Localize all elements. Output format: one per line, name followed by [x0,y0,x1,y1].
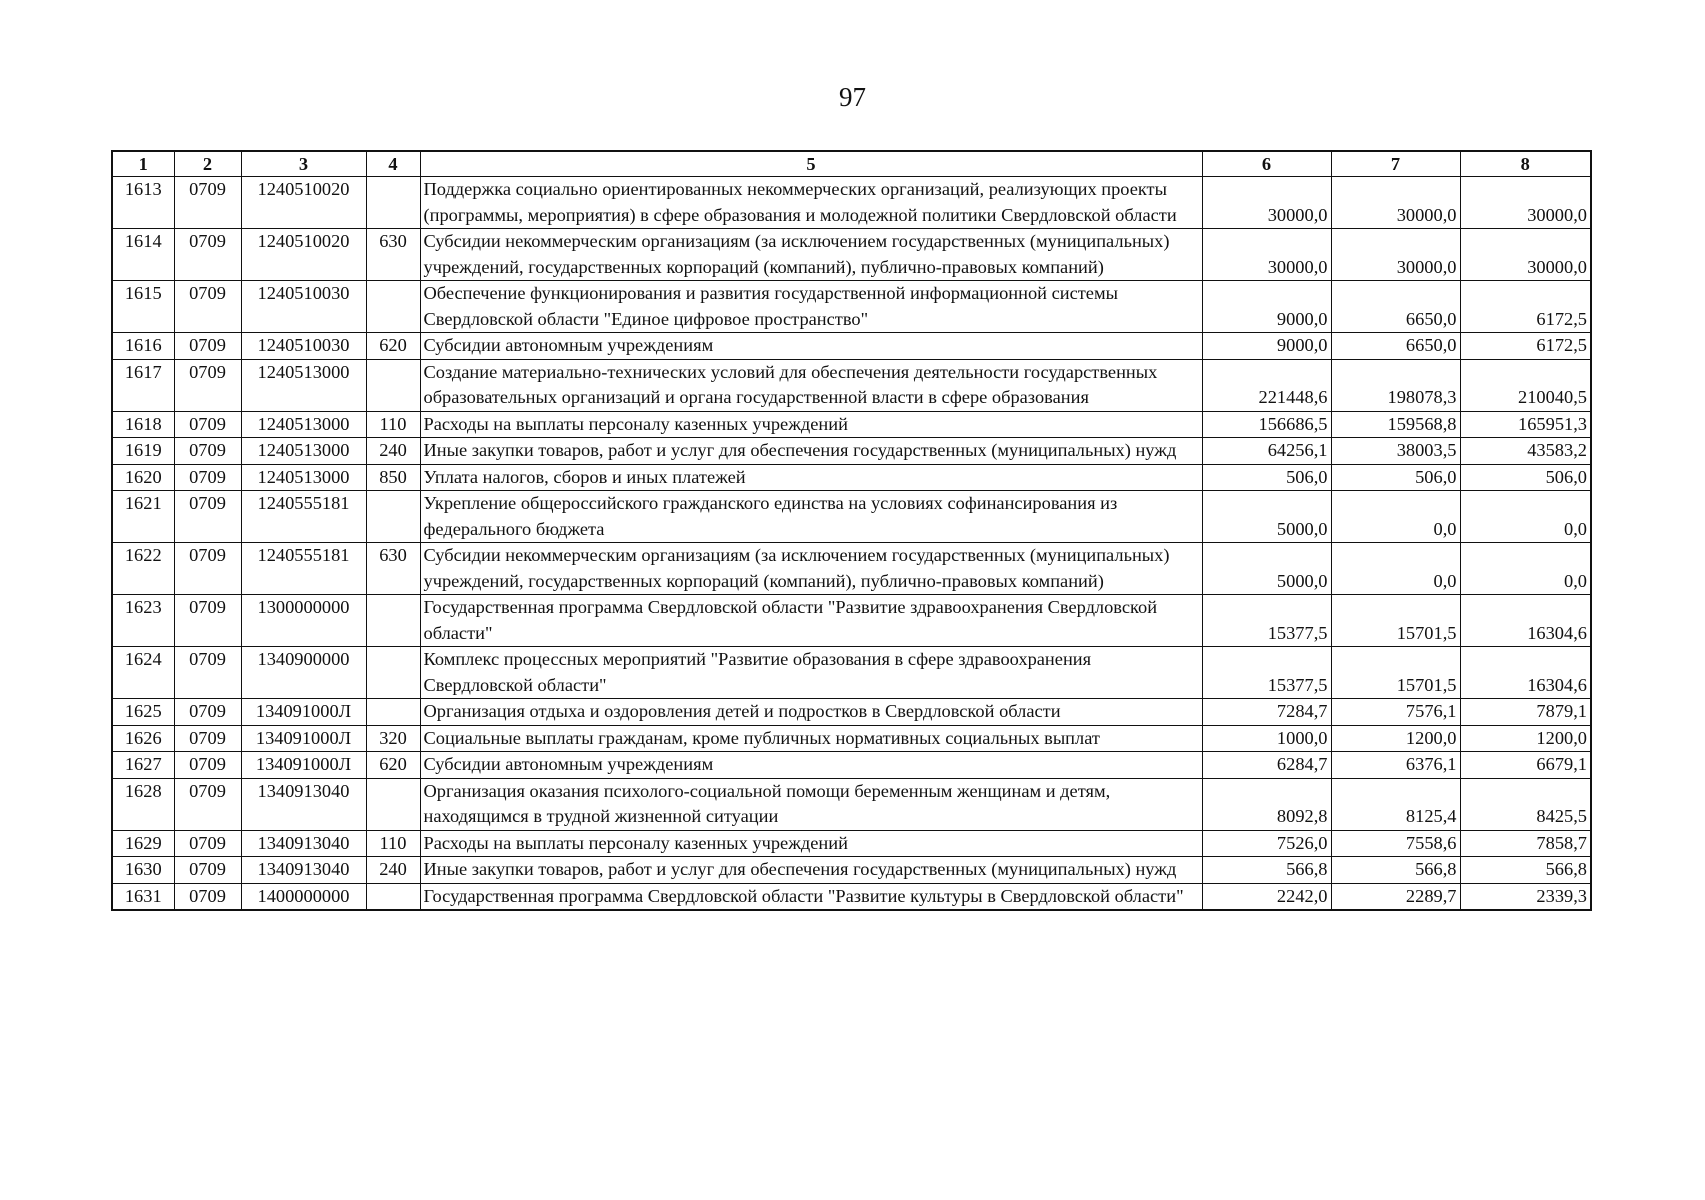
amount-year2-cell: 15701,5 [1331,647,1460,699]
row-number-cell: 1617 [112,359,174,411]
row-number-cell: 1630 [112,857,174,884]
item-name-cell: Субсидии автономным учреждениям [420,333,1202,360]
row-number-cell: 1613 [112,177,174,229]
table-row [112,699,1591,726]
item-name-cell: Иные закупки товаров, работ и услуг для обеспечения государственных (муниципальных) нужд [420,857,1202,884]
amount-year3-cell: 16304,6 [1460,595,1591,647]
target-article-cell: 134091000Л [241,752,366,779]
amount-year1-cell: 15377,5 [1202,647,1331,699]
row-number-cell: 1627 [112,752,174,779]
amount-year3-cell: 43583,2 [1460,438,1591,465]
expense-type-cell: 850 [366,464,420,491]
budget-table [111,150,1592,911]
amount-year1-cell: 6284,7 [1202,752,1331,779]
target-article-cell: 1240513000 [241,411,366,438]
amount-year2-cell: 0,0 [1331,543,1460,595]
item-name-cell: Расходы на выплаты персоналу казенных учреждений [420,830,1202,857]
target-article-cell: 1240510020 [241,229,366,281]
item-name-cell: Уплата налогов, сборов и иных платежей [420,464,1202,491]
amount-year2-cell: 566,8 [1331,857,1460,884]
row-number-cell: 1620 [112,464,174,491]
table-row [112,883,1591,910]
expense-type-cell: 620 [366,752,420,779]
target-article-cell: 1240513000 [241,464,366,491]
table-row [112,491,1591,543]
item-name-cell: Организация отдыха и оздоровления детей и подростков в Свердловской области [420,699,1202,726]
item-name-cell: Расходы на выплаты персоналу казенных учреждений [420,411,1202,438]
amount-year3-cell: 7858,7 [1460,830,1591,857]
section-code-cell: 0709 [174,491,241,543]
item-name-cell: Организация оказания психолого-социальной помощи беременным женщинам и детям, находящимся в трудной жизненной ситуации [420,778,1202,830]
amount-year1-cell: 30000,0 [1202,177,1331,229]
item-name-cell: Обеспечение функционирования и развития государственной информационной системы Свердловской области "Единое цифровое пространство" [420,281,1202,333]
amount-year2-cell: 8125,4 [1331,778,1460,830]
item-name-cell: Субсидии автономным учреждениям [420,752,1202,779]
section-code-cell: 0709 [174,333,241,360]
row-number-cell: 1629 [112,830,174,857]
target-article-cell: 1240555181 [241,543,366,595]
row-number-cell: 1624 [112,647,174,699]
target-article-cell: 1300000000 [241,595,366,647]
table-row [112,778,1591,830]
amount-year1-cell: 7284,7 [1202,699,1331,726]
section-code-cell: 0709 [174,647,241,699]
row-number-cell: 1626 [112,725,174,752]
expense-type-cell [366,883,420,910]
table-row [112,752,1591,779]
expense-type-cell: 240 [366,438,420,465]
target-article-cell: 1240513000 [241,359,366,411]
section-code-cell: 0709 [174,543,241,595]
row-number-cell: 1628 [112,778,174,830]
amount-year3-cell: 0,0 [1460,491,1591,543]
expense-type-cell: 620 [366,333,420,360]
column-header: 2 [174,151,241,177]
section-code-cell: 0709 [174,752,241,779]
amount-year3-cell: 7879,1 [1460,699,1591,726]
amount-year1-cell: 566,8 [1202,857,1331,884]
row-number-cell: 1615 [112,281,174,333]
table-row [112,229,1591,281]
amount-year2-cell: 30000,0 [1331,177,1460,229]
column-header: 4 [366,151,420,177]
item-name-cell: Создание материально-технических условий для обеспечения деятельности государственных образовательных организаций и органа государственной власти в сфере образования [420,359,1202,411]
amount-year2-cell: 7576,1 [1331,699,1460,726]
expense-type-cell [366,177,420,229]
section-code-cell: 0709 [174,438,241,465]
table-row [112,411,1591,438]
amount-year3-cell: 1200,0 [1460,725,1591,752]
item-name-cell: Государственная программа Свердловской области "Развитие здравоохранения Свердловской области" [420,595,1202,647]
row-number-cell: 1619 [112,438,174,465]
row-number-cell: 1622 [112,543,174,595]
amount-year1-cell: 8092,8 [1202,778,1331,830]
expense-type-cell [366,647,420,699]
amount-year3-cell: 16304,6 [1460,647,1591,699]
section-code-cell: 0709 [174,857,241,884]
amount-year3-cell: 30000,0 [1460,177,1591,229]
row-number-cell: 1618 [112,411,174,438]
column-header: 3 [241,151,366,177]
item-name-cell: Субсидии некоммерческим организациям (за исключением государственных (муниципальных) учреждений, государственных корпораций (компаний), публично-правовых компаний) [420,543,1202,595]
amount-year2-cell: 15701,5 [1331,595,1460,647]
target-article-cell: 1340913040 [241,778,366,830]
row-number-cell: 1621 [112,491,174,543]
amount-year2-cell: 6650,0 [1331,281,1460,333]
section-code-cell: 0709 [174,229,241,281]
column-header: 6 [1202,151,1331,177]
table-row [112,647,1591,699]
expense-type-cell: 110 [366,830,420,857]
table-row [112,359,1591,411]
target-article-cell: 1240510020 [241,177,366,229]
amount-year3-cell: 2339,3 [1460,883,1591,910]
expense-type-cell [366,699,420,726]
amount-year3-cell: 6679,1 [1460,752,1591,779]
amount-year3-cell: 566,8 [1460,857,1591,884]
amount-year3-cell: 6172,5 [1460,333,1591,360]
expense-type-cell: 110 [366,411,420,438]
expense-type-cell [366,491,420,543]
column-header: 7 [1331,151,1460,177]
amount-year1-cell: 5000,0 [1202,491,1331,543]
table-row [112,725,1591,752]
target-article-cell: 1400000000 [241,883,366,910]
section-code-cell: 0709 [174,281,241,333]
amount-year1-cell: 506,0 [1202,464,1331,491]
item-name-cell: Иные закупки товаров, работ и услуг для обеспечения государственных (муниципальных) нужд [420,438,1202,465]
table-row [112,438,1591,465]
amount-year1-cell: 2242,0 [1202,883,1331,910]
amount-year3-cell: 506,0 [1460,464,1591,491]
amount-year2-cell: 198078,3 [1331,359,1460,411]
target-article-cell: 1340900000 [241,647,366,699]
amount-year2-cell: 6650,0 [1331,333,1460,360]
column-header: 5 [420,151,1202,177]
amount-year1-cell: 5000,0 [1202,543,1331,595]
item-name-cell: Государственная программа Свердловской области "Развитие культуры в Свердловской области" [420,883,1202,910]
expense-type-cell [366,778,420,830]
amount-year2-cell: 0,0 [1331,491,1460,543]
table-header-row [112,151,1591,177]
amount-year3-cell: 210040,5 [1460,359,1591,411]
row-number-cell: 1625 [112,699,174,726]
target-article-cell: 134091000Л [241,699,366,726]
amount-year1-cell: 221448,6 [1202,359,1331,411]
amount-year2-cell: 30000,0 [1331,229,1460,281]
amount-year2-cell: 38003,5 [1331,438,1460,465]
item-name-cell: Социальные выплаты гражданам, кроме публичных нормативных социальных выплат [420,725,1202,752]
table-row [112,595,1591,647]
table-row [112,464,1591,491]
section-code-cell: 0709 [174,411,241,438]
expense-type-cell [366,281,420,333]
item-name-cell: Укрепление общероссийского гражданского единства на условиях софинансирования из федерального бюджета [420,491,1202,543]
item-name-cell: Субсидии некоммерческим организациям (за исключением государственных (муниципальных) учреждений, государственных корпораций (компаний), публично-правовых компаний) [420,229,1202,281]
section-code-cell: 0709 [174,699,241,726]
amount-year2-cell: 1200,0 [1331,725,1460,752]
amount-year1-cell: 15377,5 [1202,595,1331,647]
amount-year1-cell: 30000,0 [1202,229,1331,281]
table-row [112,543,1591,595]
amount-year2-cell: 159568,8 [1331,411,1460,438]
expense-type-cell [366,595,420,647]
amount-year1-cell: 9000,0 [1202,333,1331,360]
target-article-cell: 1340913040 [241,857,366,884]
table-body [112,177,1591,911]
row-number-cell: 1614 [112,229,174,281]
column-header: 8 [1460,151,1591,177]
amount-year1-cell: 1000,0 [1202,725,1331,752]
column-header: 1 [112,151,174,177]
section-code-cell: 0709 [174,177,241,229]
target-article-cell: 1340913040 [241,830,366,857]
section-code-cell: 0709 [174,464,241,491]
page-number: 97 [839,82,866,112]
expense-type-cell: 240 [366,857,420,884]
row-number-cell: 1616 [112,333,174,360]
amount-year3-cell: 8425,5 [1460,778,1591,830]
section-code-cell: 0709 [174,883,241,910]
target-article-cell: 1240555181 [241,491,366,543]
amount-year3-cell: 165951,3 [1460,411,1591,438]
table-row [112,857,1591,884]
expense-type-cell: 320 [366,725,420,752]
row-number-cell: 1631 [112,883,174,910]
amount-year3-cell: 30000,0 [1460,229,1591,281]
amount-year1-cell: 7526,0 [1202,830,1331,857]
table-row [112,333,1591,360]
section-code-cell: 0709 [174,595,241,647]
amount-year2-cell: 6376,1 [1331,752,1460,779]
expense-type-cell [366,359,420,411]
amount-year2-cell: 506,0 [1331,464,1460,491]
section-code-cell: 0709 [174,830,241,857]
amount-year3-cell: 0,0 [1460,543,1591,595]
section-code-cell: 0709 [174,725,241,752]
amount-year2-cell: 2289,7 [1331,883,1460,910]
table-row [112,830,1591,857]
target-article-cell: 134091000Л [241,725,366,752]
amount-year1-cell: 9000,0 [1202,281,1331,333]
expense-type-cell: 630 [366,543,420,595]
target-article-cell: 1240510030 [241,281,366,333]
table-row [112,281,1591,333]
amount-year2-cell: 7558,6 [1331,830,1460,857]
amount-year3-cell: 6172,5 [1460,281,1591,333]
row-number-cell: 1623 [112,595,174,647]
item-name-cell: Комплекс процессных мероприятий "Развитие образования в сфере здравоохранения Свердловской области" [420,647,1202,699]
section-code-cell: 0709 [174,778,241,830]
target-article-cell: 1240510030 [241,333,366,360]
item-name-cell: Поддержка социально ориентированных некоммерческих организаций, реализующих проекты (программы, мероприятия) в сфере образования и молодежной политики Свердловской области [420,177,1202,229]
table-row [112,177,1591,229]
expense-type-cell: 630 [366,229,420,281]
section-code-cell: 0709 [174,359,241,411]
amount-year1-cell: 64256,1 [1202,438,1331,465]
amount-year1-cell: 156686,5 [1202,411,1331,438]
target-article-cell: 1240513000 [241,438,366,465]
